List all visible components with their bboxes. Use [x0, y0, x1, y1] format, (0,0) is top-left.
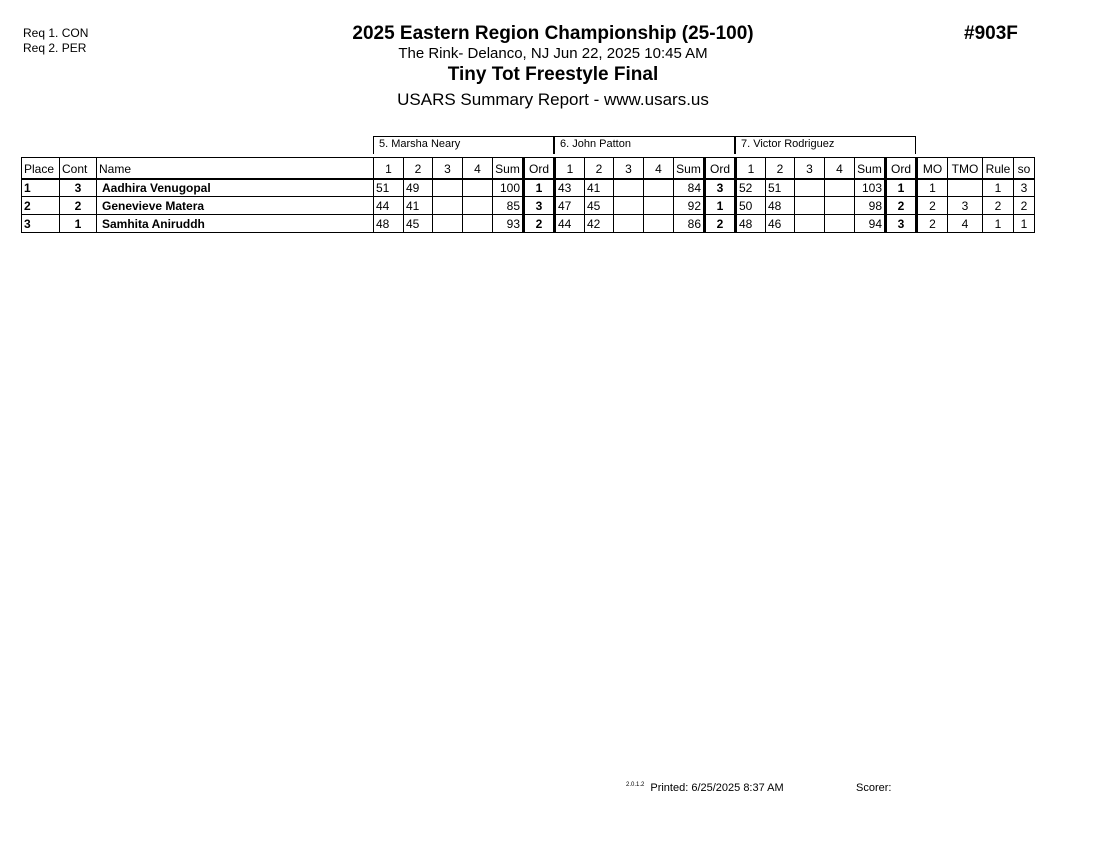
score-cell — [825, 197, 855, 215]
place-cell: 2 — [22, 197, 60, 215]
ord-cell: 1 — [886, 179, 917, 197]
judge-header-7: 7. Victor Rodriguez — [735, 136, 916, 154]
table-row — [22, 179, 1035, 197]
score-cell: 43 — [555, 179, 585, 197]
col-j6-sum: Sum — [674, 158, 705, 179]
cont-cell: 2 — [60, 197, 97, 215]
sum-cell: 93 — [493, 215, 524, 233]
score-cell: 48 — [766, 197, 795, 215]
col-j5-ord: Ord — [524, 158, 555, 179]
event-title: Tiny Tot Freestyle Final — [447, 64, 659, 85]
skater-name: Samhita Aniruddh — [97, 215, 374, 233]
report-title: USARS Summary Report - www.usars.us — [397, 90, 709, 109]
score-cell: 50 — [736, 197, 766, 215]
score-cell — [644, 197, 674, 215]
col-name: Name — [97, 158, 374, 179]
col-tmo: TMO — [948, 158, 983, 179]
score-cell — [614, 179, 644, 197]
score-cell — [795, 197, 825, 215]
sum-cell: 94 — [855, 215, 886, 233]
sum-cell: 100 — [493, 179, 524, 197]
score-cell — [795, 215, 825, 233]
tmo-cell: 3 — [948, 197, 983, 215]
ord-cell: 3 — [886, 215, 917, 233]
rule-cell: 2 — [983, 197, 1014, 215]
championship-title: 2025 Eastern Region Championship (25-100) — [352, 23, 754, 44]
score-cell: 46 — [766, 215, 795, 233]
col-j6-3: 3 — [614, 158, 644, 179]
score-cell — [825, 215, 855, 233]
sum-cell: 98 — [855, 197, 886, 215]
score-cell: 48 — [374, 215, 404, 233]
place-cell: 3 — [22, 215, 60, 233]
printed-timestamp: Printed: 6/25/2025 8:37 AM — [650, 782, 784, 794]
score-cell — [433, 197, 463, 215]
sum-cell: 86 — [674, 215, 705, 233]
score-cell: 49 — [404, 179, 433, 197]
col-j7-1: 1 — [736, 158, 766, 179]
score-cell — [644, 179, 674, 197]
requirement-2: Req 2. PER — [23, 41, 87, 55]
score-cell: 51 — [766, 179, 795, 197]
so-cell: 1 — [1014, 215, 1035, 233]
col-j5-4: 4 — [463, 158, 493, 179]
cont-cell: 3 — [60, 179, 97, 197]
col-j6-1: 1 — [555, 158, 585, 179]
sum-cell: 85 — [493, 197, 524, 215]
requirement-1: Req 1. CON — [23, 26, 89, 40]
ord-cell: 1 — [705, 197, 736, 215]
ord-cell: 3 — [705, 179, 736, 197]
judge-header-5: 5. Marsha Neary — [373, 136, 554, 154]
col-mo: MO — [917, 158, 948, 179]
rule-cell: 1 — [983, 179, 1014, 197]
ord-cell: 3 — [524, 197, 555, 215]
score-cell: 44 — [374, 197, 404, 215]
score-cell — [463, 215, 493, 233]
col-j5-1: 1 — [374, 158, 404, 179]
skater-name: Aadhira Venugopal — [97, 179, 374, 197]
col-j5-sum: Sum — [493, 158, 524, 179]
score-cell — [825, 179, 855, 197]
col-so: so — [1014, 158, 1035, 179]
rule-cell: 1 — [983, 215, 1014, 233]
sum-cell: 84 — [674, 179, 705, 197]
col-rule: Rule — [983, 158, 1014, 179]
score-cell: 41 — [585, 179, 614, 197]
col-j5-3: 3 — [433, 158, 463, 179]
score-cell: 48 — [736, 215, 766, 233]
col-place: Place — [22, 158, 60, 179]
skater-name: Genevieve Matera — [97, 197, 374, 215]
col-j7-3: 3 — [795, 158, 825, 179]
score-cell: 52 — [736, 179, 766, 197]
score-cell: 41 — [404, 197, 433, 215]
mo-cell: 2 — [917, 215, 948, 233]
col-j7-2: 2 — [766, 158, 795, 179]
score-cell — [614, 215, 644, 233]
score-cell — [644, 215, 674, 233]
mo-cell: 2 — [917, 197, 948, 215]
table-row — [22, 215, 1035, 233]
col-cont: Cont — [60, 158, 97, 179]
score-cell: 44 — [555, 215, 585, 233]
results-table — [21, 157, 1035, 233]
col-j6-2: 2 — [585, 158, 614, 179]
score-cell: 42 — [585, 215, 614, 233]
score-cell: 45 — [585, 197, 614, 215]
score-cell — [795, 179, 825, 197]
score-cell: 51 — [374, 179, 404, 197]
ord-cell: 2 — [705, 215, 736, 233]
venue-date: The Rink- Delanco, NJ Jun 22, 2025 10:45 AM — [398, 45, 708, 62]
ord-cell: 2 — [524, 215, 555, 233]
ord-cell: 2 — [886, 197, 917, 215]
cont-cell: 1 — [60, 215, 97, 233]
ord-cell: 1 — [524, 179, 555, 197]
col-j6-4: 4 — [644, 158, 674, 179]
table-header-row — [22, 158, 1035, 179]
col-j7-4: 4 — [825, 158, 855, 179]
table-row — [22, 197, 1035, 215]
place-cell: 1 — [22, 179, 60, 197]
score-cell: 45 — [404, 215, 433, 233]
mo-cell: 1 — [917, 179, 948, 197]
sum-cell: 92 — [674, 197, 705, 215]
judge-header-6: 6. John Patton — [554, 136, 735, 154]
col-j6-ord: Ord — [705, 158, 736, 179]
so-cell: 3 — [1014, 179, 1035, 197]
col-j5-2: 2 — [404, 158, 433, 179]
col-j7-ord: Ord — [886, 158, 917, 179]
tmo-cell: 4 — [948, 215, 983, 233]
score-cell — [433, 179, 463, 197]
col-j7-sum: Sum — [855, 158, 886, 179]
scorer-label: Scorer: — [856, 782, 892, 794]
so-cell: 2 — [1014, 197, 1035, 215]
tmo-cell — [948, 179, 983, 197]
score-cell — [463, 197, 493, 215]
score-cell — [463, 179, 493, 197]
score-cell — [614, 197, 644, 215]
event-code: #903F — [964, 23, 1018, 44]
score-cell — [433, 215, 463, 233]
sum-cell: 103 — [855, 179, 886, 197]
score-cell: 47 — [555, 197, 585, 215]
printed-info — [626, 782, 784, 794]
version-number: 2.0.1.2 — [626, 782, 645, 788]
